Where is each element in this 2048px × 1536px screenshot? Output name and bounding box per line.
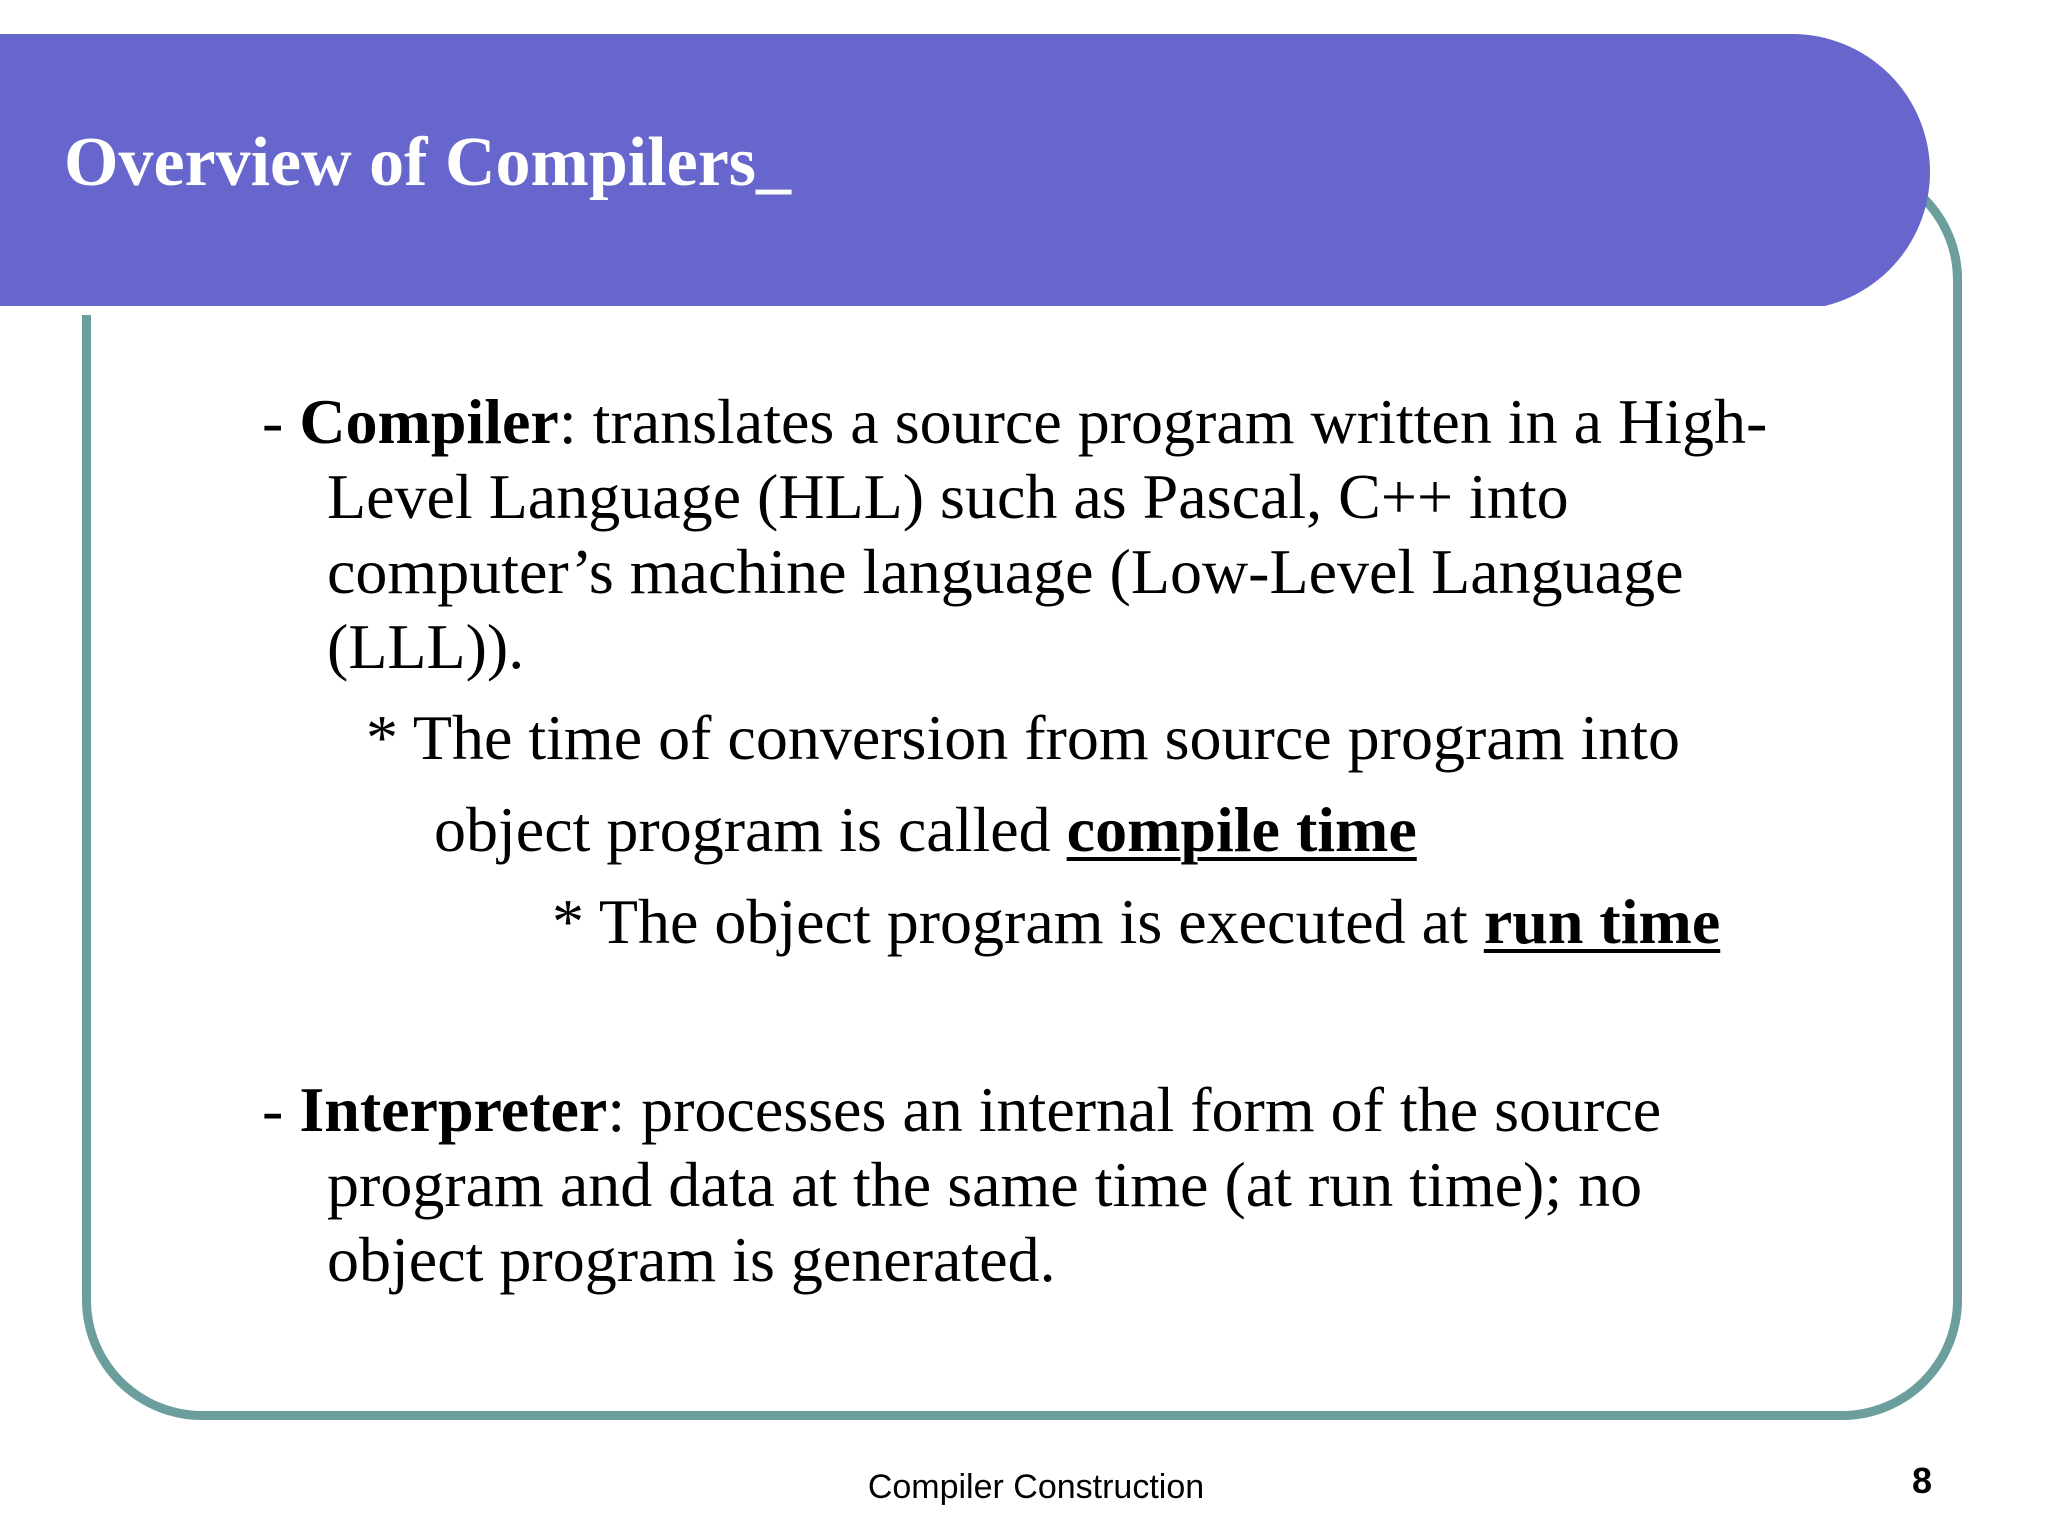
compile-time-note-line2 bbox=[434, 792, 1417, 867]
interpreter-term: Interpreter bbox=[299, 1074, 608, 1145]
compiler-dash: - bbox=[262, 386, 300, 457]
compile-time-note-line1: * The time of conversion from source program into bbox=[366, 702, 1681, 773]
slide-footer: Compiler Construction bbox=[867, 1468, 1205, 1506]
interpreter-line1: : processes an internal form of the source bbox=[607, 1074, 1662, 1145]
compiler-line2: Level Language (HLL) such as Pascal, C++ into bbox=[327, 461, 1569, 532]
interpreter-line3: object program is generated. bbox=[327, 1224, 1056, 1295]
compiler-term: Compiler bbox=[299, 386, 559, 457]
interpreter-definition bbox=[262, 1072, 1661, 1297]
interpreter-line2: program and data at the same time (at run time); no bbox=[327, 1149, 1643, 1220]
compiler-line1: : translates a source program written in a High- bbox=[558, 386, 1768, 457]
slide-title: Overview of Compilers_ bbox=[64, 124, 792, 201]
compiler-definition bbox=[262, 384, 1767, 684]
interpreter-dash: - bbox=[262, 1074, 300, 1145]
banner-rule bbox=[0, 306, 1830, 315]
page-number: 8 bbox=[1912, 1460, 1933, 1501]
run-time-prefix: * The object program is executed at bbox=[552, 886, 1484, 957]
compile-time-prefix: object program is called bbox=[434, 794, 1067, 865]
run-time-note bbox=[552, 884, 1720, 959]
run-time-term: run time bbox=[1483, 886, 1721, 957]
compiler-line4: (LLL)). bbox=[327, 611, 525, 682]
compile-time-term: compile time bbox=[1066, 794, 1417, 865]
compiler-line3: computer’s machine language (Low-Level Language bbox=[327, 536, 1684, 607]
